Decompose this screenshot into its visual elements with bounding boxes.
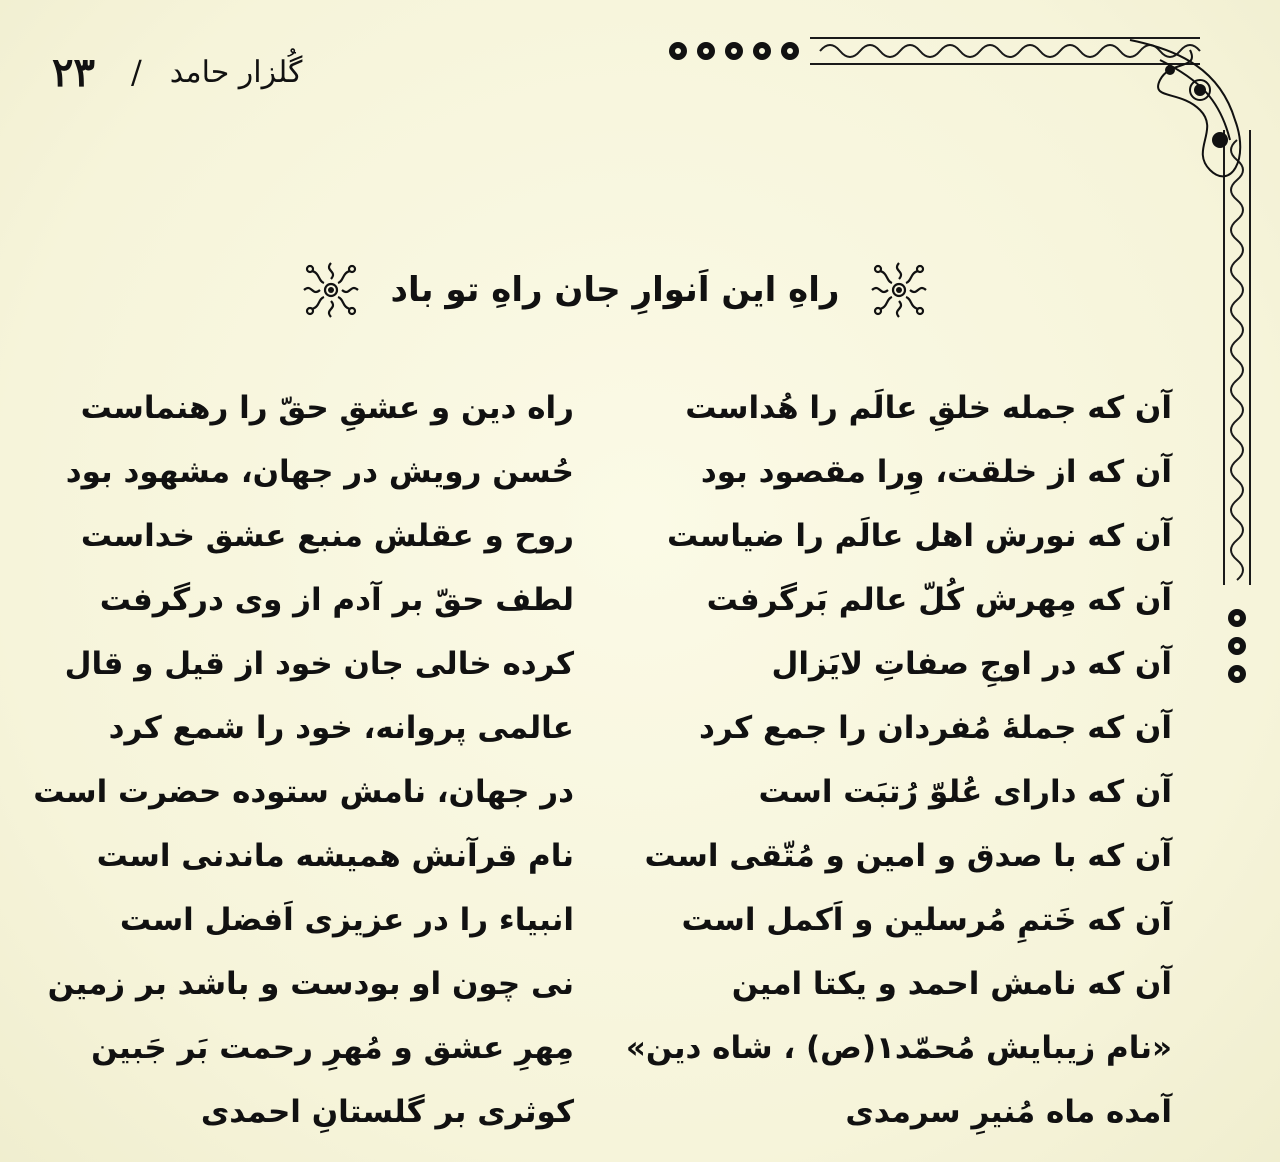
verse-row [0, 892, 1280, 956]
page-header [52, 42, 302, 102]
verse-row [0, 956, 1280, 1020]
verse-second-hemistich: مِهرِ عشق و مُهرِ رحمت بَر جَبین [91, 1030, 574, 1066]
verse-first-hemistich: آن که جملهٔ مُفردان را جمع کرد [698, 710, 1172, 746]
verse-first-hemistich: آن که با صدق و امین و مُتّقی است [644, 838, 1172, 874]
verse-first-hemistich: آمده ماه مُنیرِ سرمدی [845, 1094, 1172, 1130]
verse-first-hemistich: آن که در اوجِ صفاتِ لایَزال [771, 646, 1172, 682]
verse-row [0, 380, 1280, 444]
verse-row [0, 700, 1280, 764]
poem-title: راهِ این اَنوارِ جان راهِ تو باد [390, 270, 840, 310]
verse-second-hemistich: لطف حقّ بر آدم از وی درگرفت [99, 582, 574, 618]
verse-row [0, 764, 1280, 828]
verse-first-hemistich: «نام زیبایش مُحمّد۱(ص) ، شاه دین» [625, 1030, 1172, 1066]
verse-row [0, 444, 1280, 508]
verse-second-hemistich: انبیاء را در عزیزی اَفضل است [119, 902, 574, 938]
poem-heading [300, 250, 930, 330]
page-number: ۲۳ [52, 48, 95, 96]
verse-second-hemistich: کوثری بر گلستانِ احمدی [200, 1094, 574, 1130]
verse-first-hemistich: آن که نامش احمد و یکتا امین [731, 966, 1172, 1002]
verse-first-hemistich: آن که خَتمِ مُرسلین و اَکمل است [681, 902, 1172, 938]
verse-second-hemistich: روح و عقلش منبع عشق خداست [80, 518, 574, 554]
verse-first-hemistich: آن که نورش اهل عالَم را ضیاست [667, 518, 1172, 554]
verse-second-hemistich: راه دین و عشقِ حقّ را رهنماست [80, 390, 574, 426]
verse-row [0, 1084, 1280, 1148]
verse-second-hemistich: عالمی پروانه، خود را شمع کرد [108, 710, 574, 746]
verse-first-hemistich: آن که دارای عُلوّ رُتبَت است [758, 774, 1172, 810]
verse-second-hemistich: نی چون او بودست و باشد بر زمین [47, 966, 574, 1002]
poem-verses [0, 380, 1280, 1148]
header-separator: / [130, 53, 142, 91]
book-title: گُلزار حامد [169, 54, 303, 90]
verse-first-hemistich: آن که از خلقت، وِرا مقصود بود [700, 454, 1172, 490]
verse-row [0, 1020, 1280, 1084]
verse-row [0, 636, 1280, 700]
verse-row [0, 508, 1280, 572]
verse-first-hemistich: آن که مِهرش کُلّ عالم بَرگرفت [706, 582, 1172, 618]
verse-second-hemistich: حُسن رویش در جهان، مشهود بود [65, 454, 574, 490]
verse-second-hemistich: نام قرآنش همیشه ماندنی است [96, 838, 574, 874]
verse-first-hemistich: آن که جمله خلقِ عالَم را هُداست [685, 390, 1172, 426]
arabesque-ornament-icon [868, 259, 930, 321]
verse-second-hemistich: کرده خالی جان خود از قیل و قال [64, 646, 574, 682]
verse-row [0, 828, 1280, 892]
verse-second-hemistich: در جهان، نامش ستوده حضرت است [33, 774, 574, 810]
verse-row [0, 572, 1280, 636]
arabesque-ornament-icon [300, 259, 362, 321]
